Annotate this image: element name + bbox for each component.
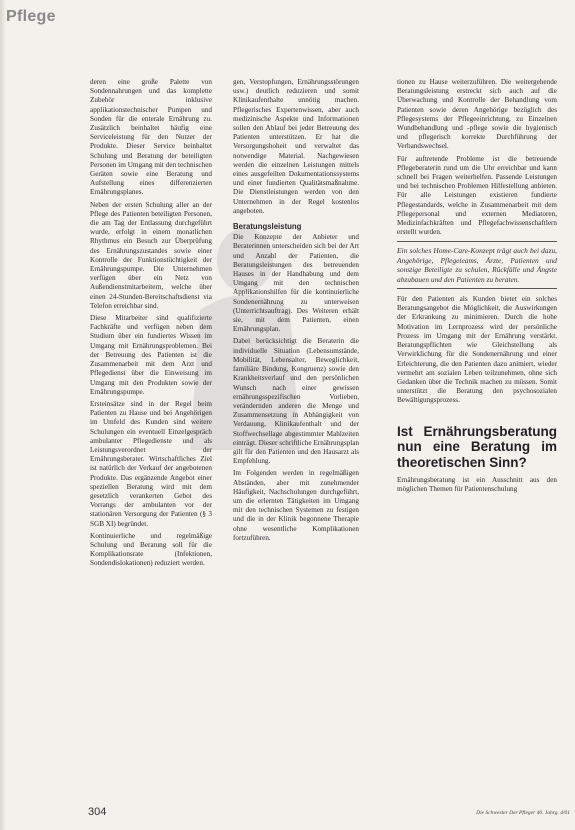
section-heading: Ist Ernährungsberatung nun eine Beratung im theoretischen Sinn? — [397, 423, 557, 470]
paragraph: Im Folgenden werden in regelmäßigen Abständen, aber mit zunehmender Häufigkeit, Nachschulungen durchgeführt, um die erlernten Tätigkeiten im Umgang mit den technischen Systemen zu festigen und die in der Klinik begonnene Therapie ohne wesentliche Komplikationen fortzuführen. — [233, 469, 359, 542]
paragraph: Für auftretende Probleme ist die betreuende Pflegeberaterin rund um die Uhr erreichbar und kann schnell bei Fragen weiterhelfen. Passende Leistungen und bei technischen Problemen Hilfestellung anbieten. Für alle Leistungen existieren fundierte Pflegestandards, welche in Zusammenarbeit mit dem Pflegepersonal und externen Mediatoren, Medizinfachkräften und Pflegefachwissenschaftlern erstellt wurden. — [397, 154, 557, 237]
paragraph: deren eine große Palette von Sondennahrungen und das komplette Zubehör inklusive applikationstechnischer Pumpen und Sonden für die enterale Ernährung zu. Zusätzlich beinhaltet häufig eine Serviceleistung für den Nutzer der Produkte. Dieser Service beinhaltet Schulung und Beratung der beteiligten Personen im Umgang mit den technischen Geräten sowie eine Beratung und Aufstellung eines differenzierten Ernährungsplanes. — [90, 78, 212, 197]
paragraph: Für den Patienten als Kunden bietet ein solches Beratungsangebot die Möglichkeit, die Auswirkungen der Erkrankung zu minimieren. Durch die hohe Motivation im Lernprozess wird der persönliche Prozess im Umgang mit der Ernährung verstärkt. Beratungspflichten wie Gleichstellung als Verwirklichung für die Sondenernährung und einer Erleichterung, die den Patienten dazu animiert, wieder vermehrt am sozialen Leben teilzunehmen, ohne sich Gedanken über die Technik machen zu müssen. Somit unterstützt die Beratung den psychosozialen Bewältigungsprozess. — [397, 295, 557, 405]
journal-reference: Die Schwester Der Pfleger 40. Jahrg. 4/01 — [476, 810, 570, 816]
paragraph: Ersteinsätze sind in der Regel beim Patienten zu Hause und bei Angehörigen im Umfeld des Kunden sind weitere Schulungen ein eventuell Einzelgespräch ambulanter Pflegedienste und als Leistungsverordnet der Ernährungsberater. Wirtschaftliches Ziel ist natürlich der Verkauf der angebotenen Produkte. Das ergänzende Angebot einer speziellen Beratung wird mit dem gesetzlich verankerten Gebot des Vorrangs der ambulanten vor der stationären Versorgung der Patienten (§ 3 SGB XI) begründet. — [90, 399, 212, 528]
paragraph: Dabei berücksichtigt die Beraterin die individuelle Situation (Lebensumstände, Mobilität, Lebensalter, Beweglichkeit, familiäre Bindung, Kongruenz) sowie den Krankheitsverlauf und den persönlichen Wunsch nach einer gewissen ernährungsspezifischen Vorlieben, verändernden anderen die Menge und Zusammensetzung in Abhängigkeit von Verdauung, Klinikaufenthalt und der Stoffwechsellage abgestimmter Mahlzeiten einträgt. Dieser schriftliche Ernährungsplan gilt für den Patienten und den Hausarzt als Empfehlung. — [233, 337, 359, 466]
text-column-3 — [397, 78, 557, 497]
paragraph: Die Konzepte der Anbieter und Beraterinnen unterscheiden sich bei der Art und Anzahl der Patienten, die Beratungsleistungen des betreuenden Hauses in der Handhabung und dem Umgang mit den technischen Applikationshilfen für die kontinuierliche Sondenernährung zu unterweisen (Unterrichtsauftrag). Des Weiteren erhält sie, mit dem Patienten, einen Ernährungsplan. — [233, 233, 359, 334]
section-label: Pflege — [6, 8, 56, 25]
text-column-1 — [90, 78, 212, 572]
paragraph: Diese Mitarbeiter sind qualifizierte Fachkräfte und verfügen neben dem Studium über ein fundiertes Wissen im Umgang mit Ernährungsproblemen. Bei der Betreuung des Patienten ist die Zusammenarbeit mit dem Arzt und Pflegedienst über die Einweisung im Umgang mit den Produkten sowie der Ernährungspumpe. — [90, 314, 212, 396]
paragraph: Neben der ersten Schulung aller an der Pflege des Patienten beteiligten Personen, die am Tag der Entlassung durchgeführt wurde, erfolgt in einem monatlichen Rhythmus ein Besuch zur Überprüfung des Ernährungszustandes sowie einer Kontrolle der Funktionstüchtigkeit der Ernährungspumpe. Die Unternehmen verfügen über ein Netz von Außendienstmitarbeitern, welche über einen 24-Stunden-Bereitschaftsdienst via Telefon erreichbar sind. — [90, 200, 212, 310]
page-edge-shadow — [0, 0, 6, 830]
page-number: 304 — [88, 806, 107, 818]
paragraph: tionen zu Hause weiterzuführen. Die weitergehende Beratungsleistung erstreckt sich auch auf die Überwachung und Kontrolle der Behandlung vom Patienten sowie deren Angehörige bezüglich des Pflegesystems der Pflegeeinrichtung, zu Einzelnen Wundbehandlung und -pflege sowie die hygienisch und pflegerisch korrekte Durchführung der Verbandswechsel. — [397, 78, 557, 151]
paragraph: Ernährungsberatung ist ein Ausschnitt aus den möglichen Themen für Patientenschulung — [397, 476, 557, 494]
text-column-2 — [233, 78, 359, 546]
pull-quote: Ein solches Home-Care-Konzept trägt auch bei dazu, Angehörige, Pflegeteams, Ärzte, Patienten und sonstige Beteiligte zu schulen, Rückfälle und Ängste abzubauen und den Patienten zu beraten. — [397, 241, 557, 289]
paragraph: gen, Verstopfungen, Ernährungsstörungen usw.) deutlich reduzieren und somit Klinikaufenthalte unnötig machen. Pflegerisches Expertenwissen, aber auch medizinische Aspekte und Informationen sollen den Ablauf bei jeder Betreuung des Patienten unterstützen. Er hat die Versorgungshoheit und verwaltet das notwendige Material. Nachgewiesen werden die einzelnen Leistungen mittels eines ausgefeilten Dokumentationssystems und einer fundierten Qualitätsmaßnahme. Die Dienstleistungen werden von den Unternehmen in der Regel kostenlos angeboten. — [233, 78, 359, 215]
paragraph: Kontinuierliche und regelmäßige Schulung und Beratung soll für die Komplikationsrate (Infektionen, Sondendislokationen) reduziert werden. — [90, 531, 212, 568]
subheading: Beratungsleistung — [233, 222, 302, 232]
